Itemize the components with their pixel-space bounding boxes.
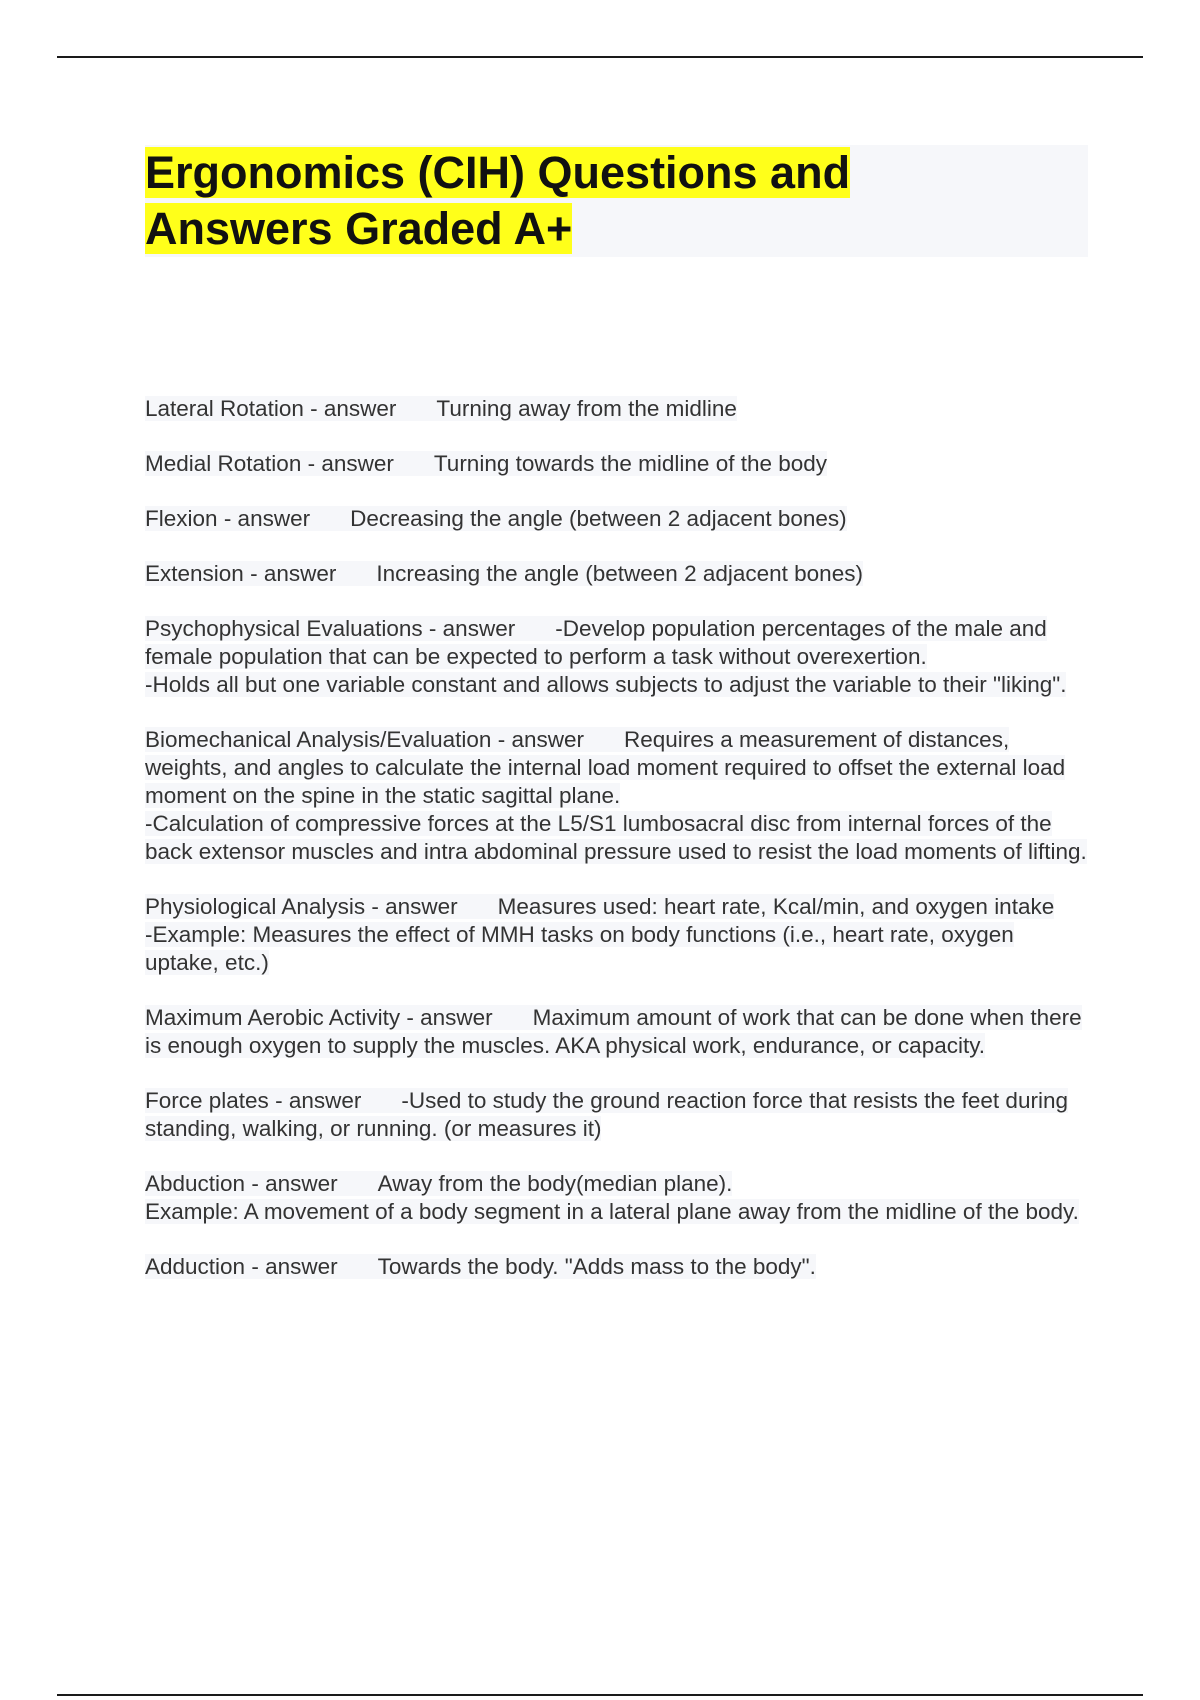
qa-term: Maximum Aerobic Activity <box>145 1005 401 1030</box>
qa-item <box>145 505 1090 533</box>
qa-item <box>145 893 1090 977</box>
qa-term: Abduction <box>145 1171 246 1196</box>
qa-separator: - answer <box>497 727 584 752</box>
title-line-1: Ergonomics (CIH) Questions and <box>145 147 851 198</box>
qa-answer: Measures used: heart rate, Kcal/min, and oxygen intake <box>497 894 1055 919</box>
qa-answer: Towards the body. "Adds mass to the body". <box>377 1254 816 1279</box>
bottom-rule <box>57 1694 1143 1696</box>
qa-term: Lateral Rotation <box>145 396 304 421</box>
qa-main-text <box>145 1171 732 1196</box>
qa-item <box>145 450 1090 478</box>
qa-answer: Increasing the angle (between 2 adjacent bones) <box>376 561 863 586</box>
qa-main-text <box>145 1088 1068 1141</box>
qa-item <box>145 1253 1090 1281</box>
qa-term: Flexion <box>145 506 218 531</box>
qa-main-text <box>145 894 1054 919</box>
qa-item <box>145 726 1090 866</box>
qa-answer: Away from the body(median plane). <box>377 1171 733 1196</box>
qa-answer: Turning towards the midline of the body <box>433 451 828 476</box>
qa-separator: - answer <box>406 1005 493 1030</box>
qa-main-text <box>145 1254 816 1279</box>
qa-extra-line <box>145 921 1090 977</box>
qa-extra-text: -Example: Measures the effect of MMH tasks on body functions (i.e., heart rate, oxygen uptake, etc.) <box>145 922 1014 975</box>
qa-term: Extension <box>145 561 244 586</box>
qa-separator: - answer <box>371 894 458 919</box>
qa-main-text <box>145 451 827 476</box>
qa-answer: Turning away from the midline <box>436 396 737 421</box>
qa-separator: - answer <box>250 561 337 586</box>
qa-main-text <box>145 506 847 531</box>
qa-main-text <box>145 727 1065 808</box>
qa-item <box>145 395 1090 423</box>
qa-separator: - answer <box>251 1254 338 1279</box>
qa-list <box>145 395 1090 1308</box>
qa-term: Biomechanical Analysis/Evaluation <box>145 727 492 752</box>
top-rule <box>57 56 1143 58</box>
qa-extra-line <box>145 810 1090 866</box>
qa-answer: Decreasing the angle (between 2 adjacent bones) <box>350 506 847 531</box>
qa-term: Medial Rotation <box>145 451 302 476</box>
qa-main-text <box>145 1005 1082 1058</box>
qa-separator: - answer <box>251 1171 338 1196</box>
qa-item <box>145 1087 1090 1143</box>
qa-extra-line <box>145 671 1090 699</box>
qa-term: Force plates <box>145 1088 269 1113</box>
qa-item <box>145 1170 1090 1226</box>
qa-answer: -Used to study the ground reaction force that resists the feet during standing, walking, or running. (or measures it) <box>145 1088 1068 1141</box>
qa-main-text <box>145 616 1047 669</box>
qa-item <box>145 1004 1090 1060</box>
qa-answer: -Develop population percentages of the male and female population that can be expected to perform a task without overexertion. <box>145 616 1047 669</box>
qa-extra-line <box>145 1198 1090 1226</box>
qa-main-text <box>145 561 863 586</box>
qa-item <box>145 615 1090 699</box>
qa-separator: - answer <box>428 616 516 641</box>
qa-extra-text: -Calculation of compressive forces at the L5/S1 lumbosacral disc from internal forces of the back extensor muscles and intra abdominal pressure used to resist the load moments of lifting. <box>145 811 1087 864</box>
qa-extra-text: -Holds all but one variable constant and allows subjects to adjust the variable to their "liking". <box>145 672 1067 697</box>
qa-separator: - answer <box>310 396 397 421</box>
qa-main-text <box>145 396 737 421</box>
qa-answer: Maximum amount of work that can be done when there is enough oxygen to supply the muscles. AKA physical work, endurance, or capacity. <box>145 1005 1082 1058</box>
qa-separator: - answer <box>275 1088 362 1113</box>
title-block <box>145 145 1088 257</box>
qa-term: Psychophysical Evaluations <box>145 616 423 641</box>
qa-extra-text: Example: A movement of a body segment in a lateral plane away from the midline of the body. <box>145 1199 1079 1224</box>
qa-term: Adduction <box>145 1254 246 1279</box>
title-line-2: Answers Graded A+ <box>145 203 573 254</box>
qa-separator: - answer <box>223 506 311 531</box>
qa-item <box>145 560 1090 588</box>
qa-answer: Requires a measurement of distances, weights, and angles to calculate the internal load moment required to offset the external load moment on the spine in the static sagittal plane. <box>145 727 1066 808</box>
qa-separator: - answer <box>307 451 394 476</box>
qa-term: Physiological Analysis <box>145 894 366 919</box>
document-title <box>145 145 945 257</box>
